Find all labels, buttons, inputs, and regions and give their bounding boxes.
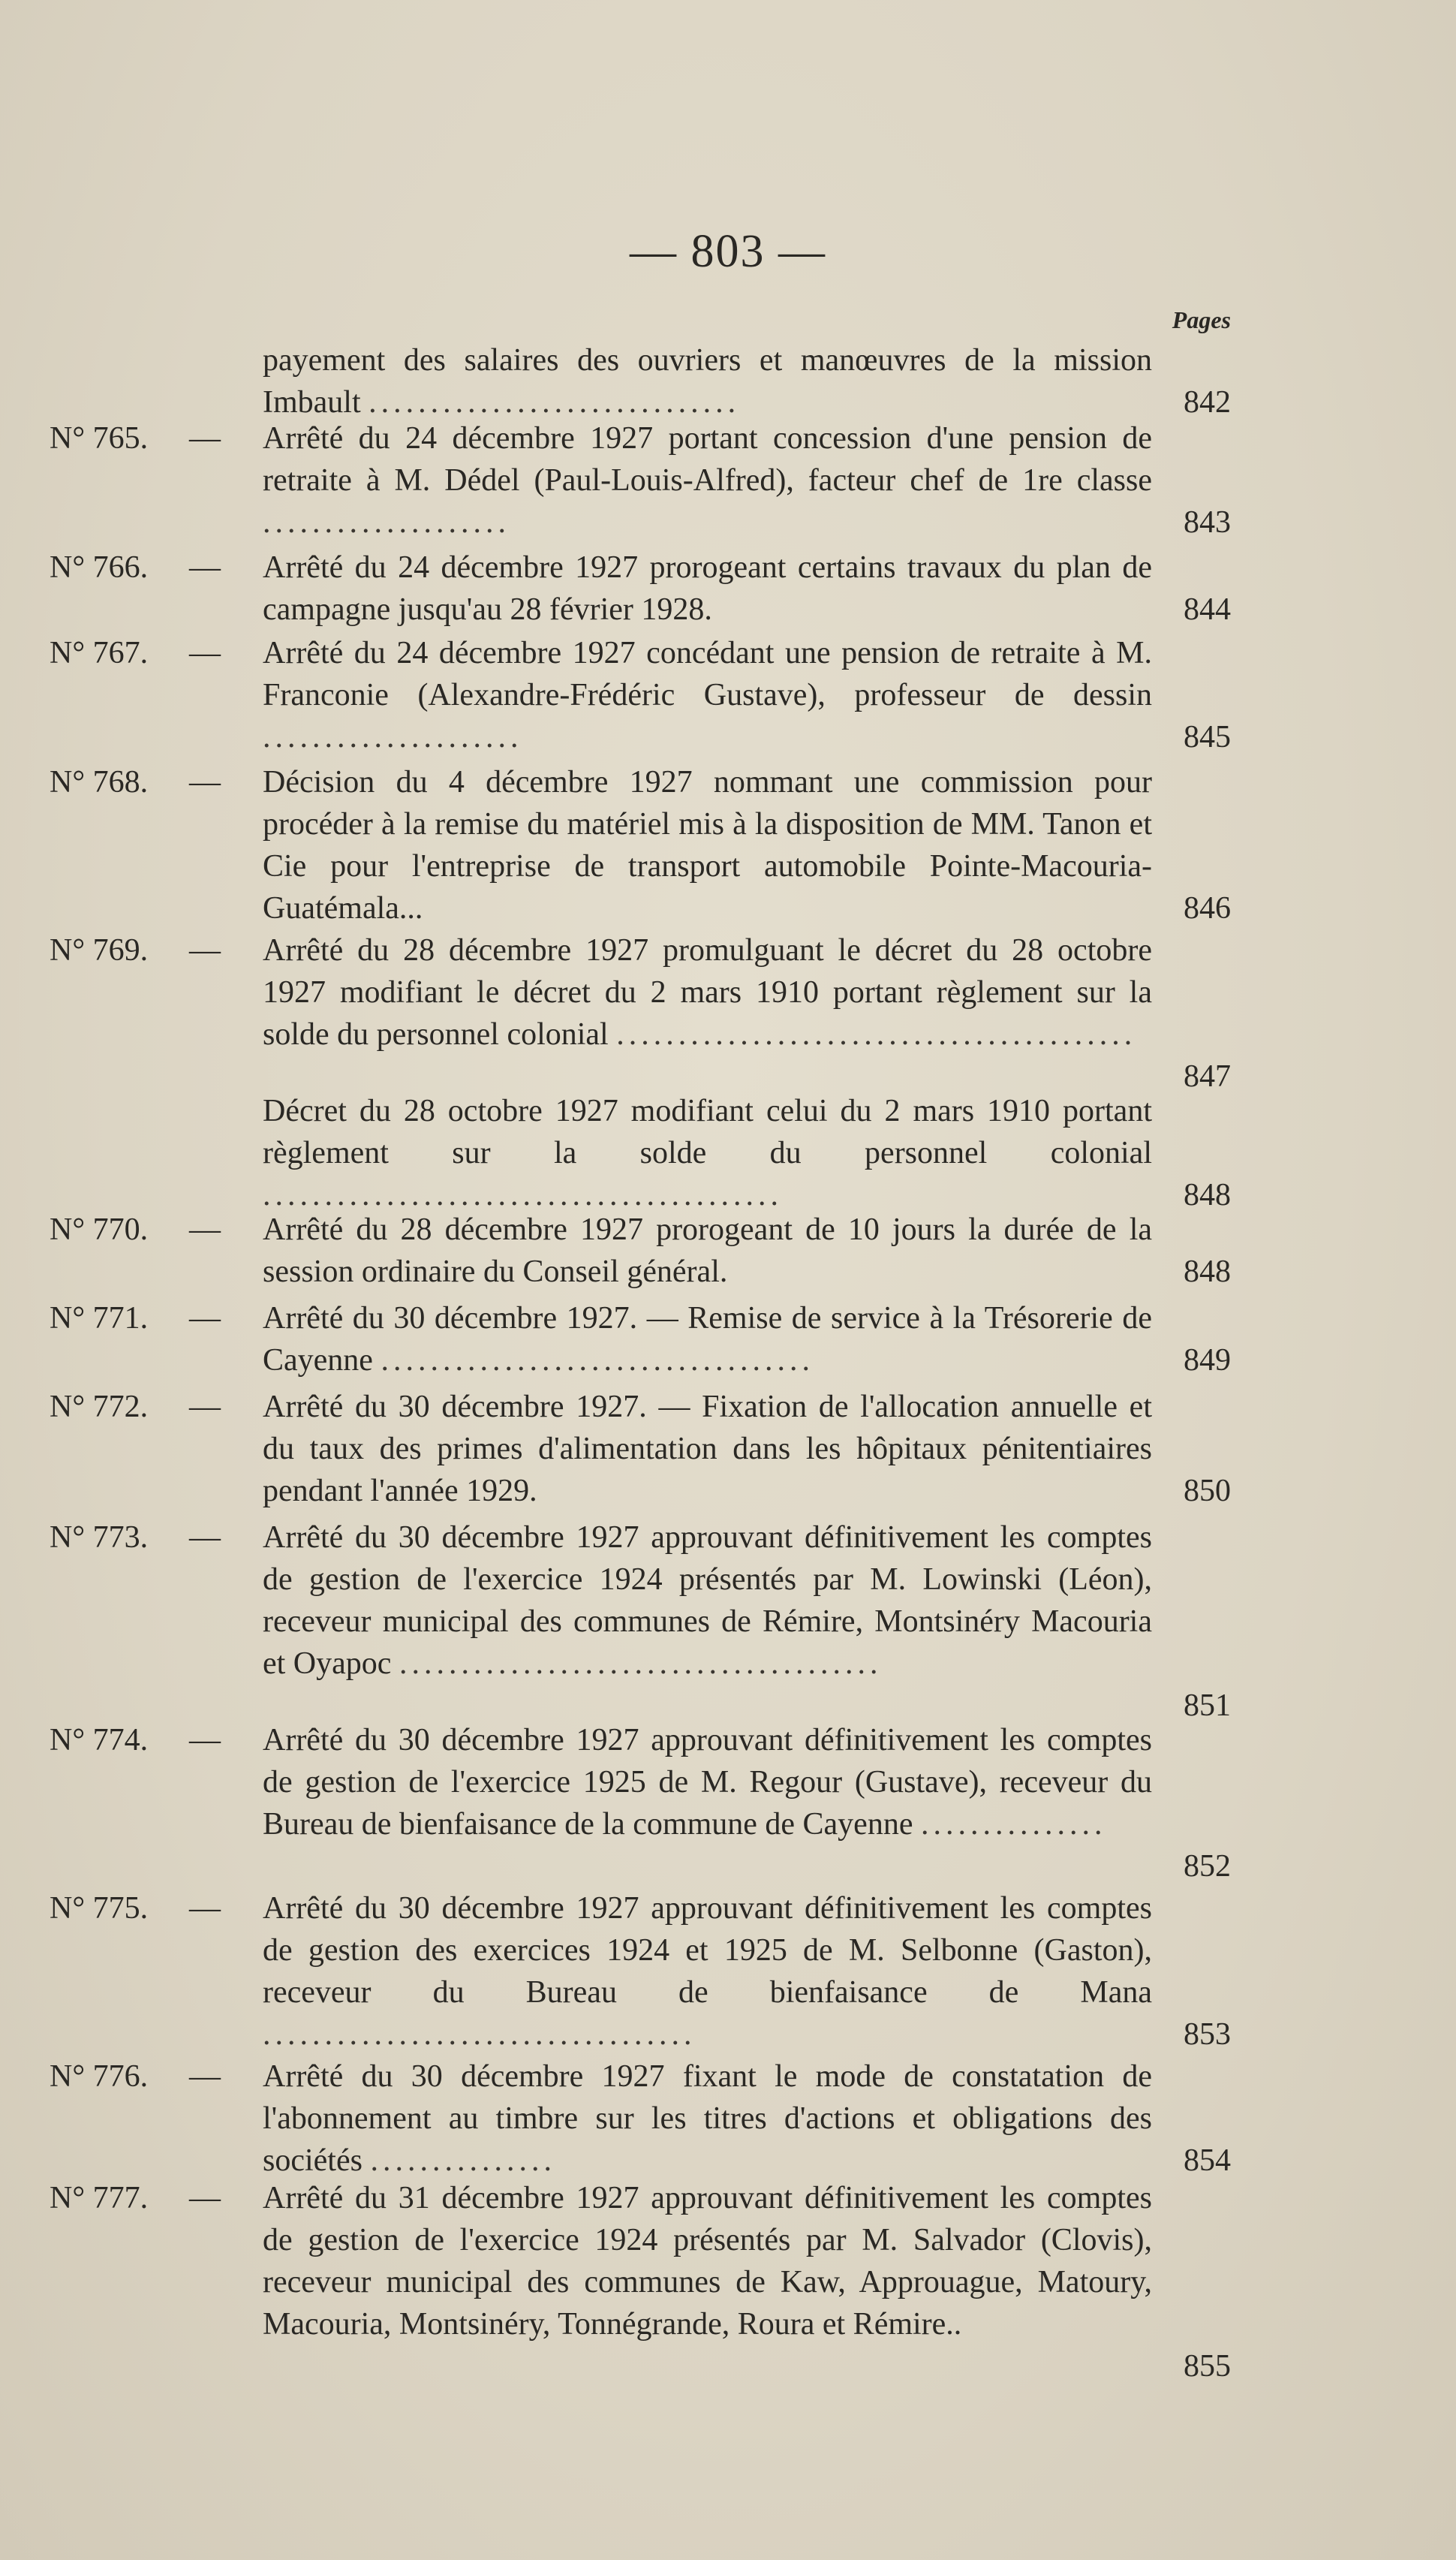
entry-page: 842	[1184, 385, 1231, 420]
entry-text: Arrêté du 30 décembre 1927 approuvant définitivement les comptes de gestion de l'exercice 1925 de M. Regour (Gustave), receveur du Bureau de bienfaisance de la commune de Cayenne ...............	[263, 1723, 1152, 1842]
entry-number: N° 766.	[50, 550, 149, 585]
entry-text: Arrêté du 30 décembre 1927. — Fixation de l'allocation annuelle et du taux des primes d'alimentation dans les hôpitaux pénitentiaires pendant l'année 1929.	[263, 1390, 1152, 1508]
entry-number: N° 775.	[50, 1891, 149, 1926]
entry-page: 854	[1184, 2143, 1231, 2178]
entry-page: 844	[1184, 592, 1231, 627]
entry-dash: —	[189, 1212, 221, 1247]
entry-number: N° 774.	[50, 1723, 149, 1757]
entry-dash: —	[189, 636, 221, 670]
entry-text: Décret du 28 octobre 1927 modifiant celui du 2 mars 1910 portant règlement sur la solde du personnel colonial ..........................................	[263, 1094, 1152, 1212]
entry-text: Arrêté du 24 décembre 1927 prorogeant certains travaux du plan de campagne jusqu'au 28 février 1928.	[263, 550, 1152, 627]
entry-text: Arrêté du 30 décembre 1927 approuvant définitivement les comptes de gestion des exercices 1924 et 1925 de M. Selbonne (Gaston), receveur du Bureau de bienfaisance de Mana ...................................	[263, 1891, 1152, 2052]
entry-page: 848	[1184, 1178, 1231, 1212]
entry-page: 852	[1184, 1849, 1231, 1884]
entry-text: Arrêté du 31 décembre 1927 approuvant définitivement les comptes de gestion de l'exercice 1924 présentés par M. Salvador (Clovis), receveur municipal des communes de Kaw, Approuague, Matoury, Macouria, Montsinéry, Tonnégrande, Roura et Rémire..	[263, 2181, 1152, 2342]
entry-page: 847	[1184, 1059, 1231, 1094]
entry-dash: —	[189, 765, 221, 800]
entry-dash: —	[189, 1891, 221, 1926]
entry-dash: —	[189, 1723, 221, 1757]
entry-page: 848	[1184, 1254, 1231, 1289]
page-number: — 803 —	[630, 226, 826, 277]
entry-number: N° 773.	[50, 1520, 149, 1555]
entry-number: N° 776.	[50, 2059, 149, 2094]
entry-dash: —	[189, 1301, 221, 1336]
entry-page: 846	[1184, 891, 1231, 926]
entry-number: N° 777.	[50, 2181, 149, 2215]
entry-page: 850	[1184, 1474, 1231, 1508]
entry-text: Arrêté du 28 décembre 1927 promulguant le décret du 28 octobre 1927 modifiant le décret du 2 mars 1910 portant règlement sur la solde du personnel colonial ..........................................	[263, 933, 1152, 1052]
entry-text: Arrêté du 30 décembre 1927 approuvant définitivement les comptes de gestion de l'exercice 1924 présentés par M. Lowinski (Léon), receveur municipal des communes de Rémire, Montsinéry Macouria et Oyapoc .......................................	[263, 1520, 1152, 1681]
entry-text: Arrêté du 24 décembre 1927 concédant une pension de retraite à M. Franconie (Alexandre-Frédéric Gustave), professeur de dessin .....................	[263, 636, 1152, 754]
entry-text: Décision du 4 décembre 1927 nommant une commission pour procéder à la remise du matériel mis à la disposition de MM. Tanon et Cie pour l'entreprise de transport automobile Pointe-Macouria-Guatémala...	[263, 765, 1152, 926]
entry-number: N° 770.	[50, 1212, 149, 1247]
entry-number: N° 772.	[50, 1390, 149, 1424]
entry-dash: —	[189, 421, 221, 456]
entry-page: 851	[1184, 1688, 1231, 1723]
entry-dash: —	[189, 1520, 221, 1555]
entry-dash: —	[189, 1390, 221, 1424]
entry-number: N° 765.	[50, 421, 149, 456]
entry-dash: —	[189, 2059, 221, 2094]
entry-dash: —	[189, 2181, 221, 2215]
entry-number: N° 768.	[50, 765, 149, 800]
entry-text: Arrêté du 24 décembre 1927 portant concession d'une pension de retraite à M. Dédel (Paul-Louis-Alfred), facteur chef de 1re classe ....................	[263, 421, 1152, 540]
entry-page: 843	[1184, 505, 1231, 540]
entry-text: Arrêté du 30 décembre 1927 fixant le mode de constatation de l'abonnement au timbre sur les titres d'actions et obligations des sociétés ...............	[263, 2059, 1152, 2178]
entry-page: 855	[1184, 2349, 1231, 2384]
pages-column-header: Pages	[1172, 306, 1231, 333]
entry-text: Arrêté du 28 décembre 1927 prorogeant de 10 jours la durée de la session ordinaire du Conseil général.	[263, 1212, 1152, 1289]
entry-number: N° 769.	[50, 933, 149, 968]
entry-page: 849	[1184, 1343, 1231, 1378]
entry-number: N° 771.	[50, 1301, 149, 1336]
entry-text: payement des salaires des ouvriers et manœuvres de la mission Imbault ..............................	[263, 343, 1152, 420]
entry-page: 845	[1184, 720, 1231, 754]
entry-text: Arrêté du 30 décembre 1927. — Remise de service à la Trésorerie de Cayenne ...................................	[263, 1301, 1152, 1378]
entry-page: 853	[1184, 2017, 1231, 2052]
entry-number: N° 767.	[50, 636, 149, 670]
entry-dash: —	[189, 933, 221, 968]
entry-dash: —	[189, 550, 221, 585]
